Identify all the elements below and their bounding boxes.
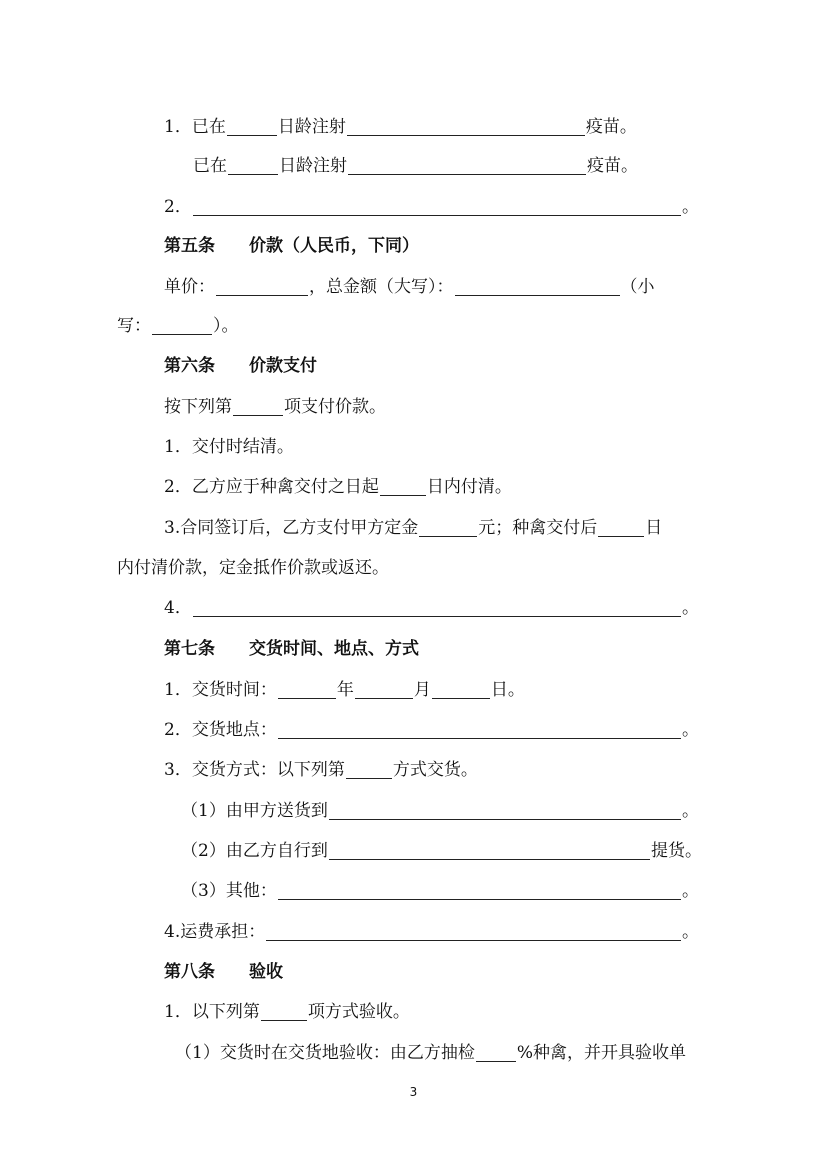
article-8-heading: 第八条 验收 <box>164 962 283 982</box>
inspection-method-1: （1）交货时在交货地验收：由乙方抽检 %种禽，并开具验收单 <box>175 1043 686 1063</box>
article-6-heading: 第六条 价款支付 <box>164 356 317 376</box>
days-blank[interactable] <box>228 156 278 175</box>
inspection-method: 1．以下列第 项方式验收。 <box>164 1002 410 1022</box>
delivery-time: 1．交货时间： 年 月 日。 <box>164 680 525 700</box>
payment-option-4: 4． 。 <box>164 598 699 618</box>
vaccine-line-1: 1． 已在 日龄注射 疫苗。 <box>164 117 637 137</box>
delivery-method: 3．交货方式：以下列第 方式交货。 <box>164 760 478 780</box>
payment-intro: 按下列第 项支付价款。 <box>164 397 386 417</box>
freight: 4.运费承担： 。 <box>164 922 699 942</box>
vaccine-name-blank[interactable] <box>347 117 585 136</box>
other-blank[interactable] <box>278 881 681 900</box>
delivery-method-2: （2）由乙方自行到 提货。 <box>181 841 702 861</box>
place-blank[interactable] <box>278 720 681 739</box>
other-blank[interactable] <box>193 598 681 617</box>
article-7-heading: 第七条 交货时间、地点、方式 <box>164 639 419 659</box>
price-line-cont: 写： ）。 <box>117 316 239 336</box>
option-blank[interactable] <box>346 760 392 779</box>
vaccine-line-2: 已在 日龄注射 疫苗。 <box>193 156 638 176</box>
year-blank[interactable] <box>278 680 336 699</box>
option-blank[interactable] <box>261 1002 307 1021</box>
month-blank[interactable] <box>355 680 413 699</box>
option-blank[interactable] <box>233 397 283 416</box>
payment-option-1: 1．交付时结清。 <box>164 437 294 457</box>
total-amount-blank[interactable] <box>455 277 620 296</box>
pickup-place-blank[interactable] <box>329 841 650 860</box>
payment-option-2: 2．乙方应于种禽交付之日起 日内付清。 <box>164 477 512 497</box>
payment-option-3: 3.合同签订后，乙方支付甲方定金 元；种禽交付后 日 <box>164 518 663 538</box>
item-number: 1． <box>164 117 192 137</box>
freight-blank[interactable] <box>266 922 681 941</box>
page-number: 3 <box>409 1085 418 1099</box>
article-5-heading: 第五条 价款（人民币，下同） <box>164 236 419 256</box>
days-blank[interactable] <box>598 518 644 537</box>
deposit-blank[interactable] <box>419 518 477 537</box>
delivery-method-3: （3）其他： 。 <box>181 881 699 901</box>
price-line: 单价： ，总金额（大写）： （小 <box>164 277 655 297</box>
day-blank[interactable] <box>432 680 490 699</box>
payment-option-3-cont: 内付清价款，定金抵作价款或返还。 <box>117 558 389 578</box>
other-blank[interactable] <box>193 197 681 216</box>
percent-blank[interactable] <box>476 1043 516 1062</box>
unit-price-blank[interactable] <box>216 277 308 296</box>
item-4-2: 2． 。 <box>164 197 699 217</box>
days-blank[interactable] <box>227 117 277 136</box>
small-amount-blank[interactable] <box>152 316 212 335</box>
days-blank[interactable] <box>380 477 426 496</box>
delivery-method-1: （1）由甲方送货到 。 <box>181 801 699 821</box>
vaccine-name-blank[interactable] <box>348 156 586 175</box>
destination-blank[interactable] <box>329 801 681 820</box>
delivery-place: 2．交货地点： 。 <box>164 720 699 740</box>
